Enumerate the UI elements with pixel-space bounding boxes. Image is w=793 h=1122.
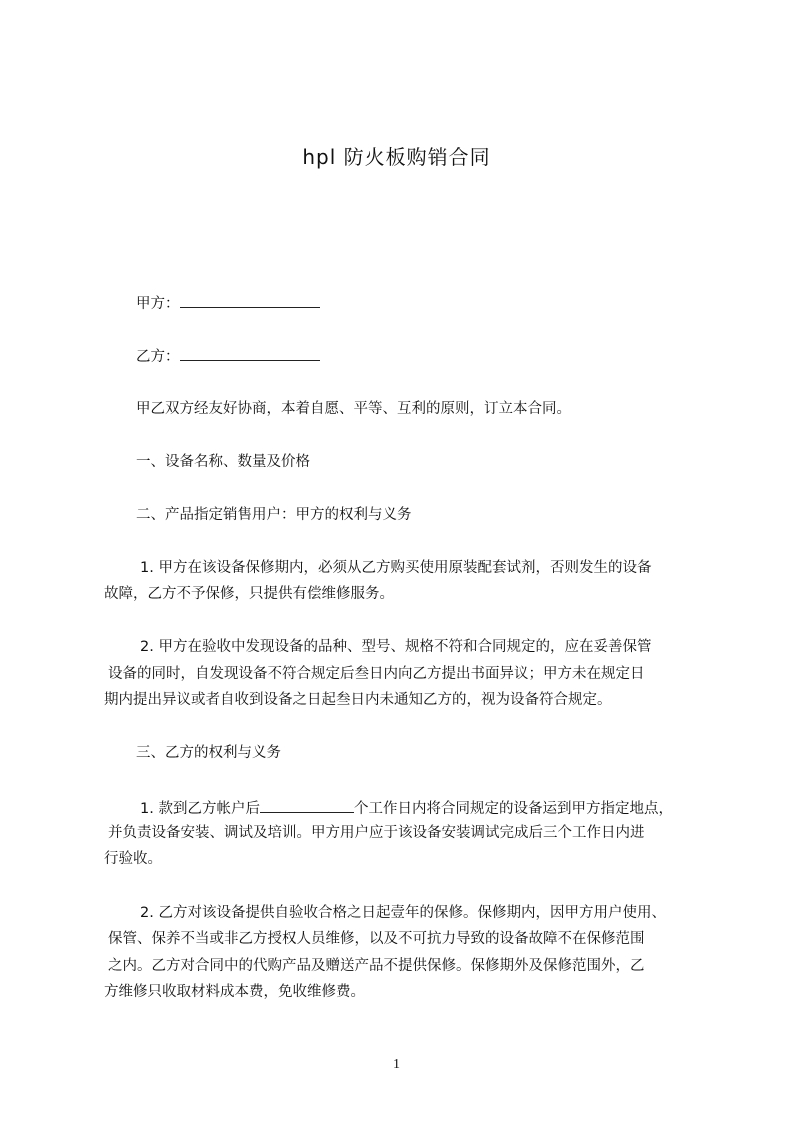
party-b-label: 乙方： bbox=[136, 349, 180, 365]
section-2-item-2-line-2: 设备的同时，自发现设备不符合规定后叁日内向乙方提出书面异议；甲方未在规定日 bbox=[108, 666, 645, 682]
section-2-item-1-line-2: 故障，乙方不予保修，只提供有偿维修服务。 bbox=[104, 586, 394, 602]
section-3-item-1-line-2: 并负责设备安装、调试及培训。甲方用户应于该设备安装调试完成后三个工作日内进 bbox=[108, 825, 645, 841]
party-b-blank bbox=[180, 345, 320, 361]
section-3-item-2-line-1: 2. 乙方对该设备提供自验收合格之日起壹年的保修。保修期内，因甲方用户使用、 bbox=[140, 905, 666, 921]
section-2-heading: 二、产品指定销售用户：甲方的权利与义务 bbox=[136, 507, 412, 523]
party-a-label: 甲方： bbox=[136, 296, 180, 312]
section-3-item-1-line-1 bbox=[140, 797, 673, 819]
section-3-heading: 三、乙方的权利与义务 bbox=[136, 745, 281, 761]
section-2-item-2-line-1: 2. 甲方在验收中发现设备的品种、型号、规格不符和合同规定的，应在妥善保管 bbox=[140, 639, 652, 655]
section-3-item-1-line-3: 行验收。 bbox=[104, 851, 162, 867]
intro-paragraph: 甲乙双方经友好协商，本着自愿、平等、互利的原则，订立本合同。 bbox=[136, 401, 571, 417]
section-1-heading: 一、设备名称、数量及价格 bbox=[136, 454, 310, 470]
page-number: 1 bbox=[393, 1057, 400, 1072]
section-2-item-2-line-3: 期内提出异议或者自收到设备之日起叁日内未通知乙方的，视为设备符合规定。 bbox=[104, 692, 612, 708]
delivery-prefix: 1. 款到乙方帐户后 bbox=[140, 801, 260, 817]
section-3-item-2-line-4: 方维修只收取材料成本费，免收维修费。 bbox=[104, 984, 365, 1000]
delivery-suffix: 个工作日内将合同规定的设备运到甲方指定地点， bbox=[353, 801, 673, 817]
party-a-line bbox=[136, 292, 320, 314]
party-a-blank bbox=[180, 292, 320, 308]
section-3-item-2-line-3: 之内。乙方对合同中的代购产品及赠送产品不提供保修。保修期外及保修范围外，乙 bbox=[108, 958, 645, 974]
document-title: hpl 防火板购销合同 bbox=[302, 145, 491, 169]
section-2-item-1-line-1: 1. 甲方在该设备保修期内，必须从乙方购买使用原装配套试剂，否则发生的设备 bbox=[140, 560, 652, 576]
section-3-item-2-line-2: 保管、保养不当或非乙方授权人员维修，以及不可抗力导致的设备故障不在保修范围 bbox=[108, 931, 645, 947]
party-b-line bbox=[136, 345, 320, 367]
working-days-blank bbox=[260, 797, 354, 813]
